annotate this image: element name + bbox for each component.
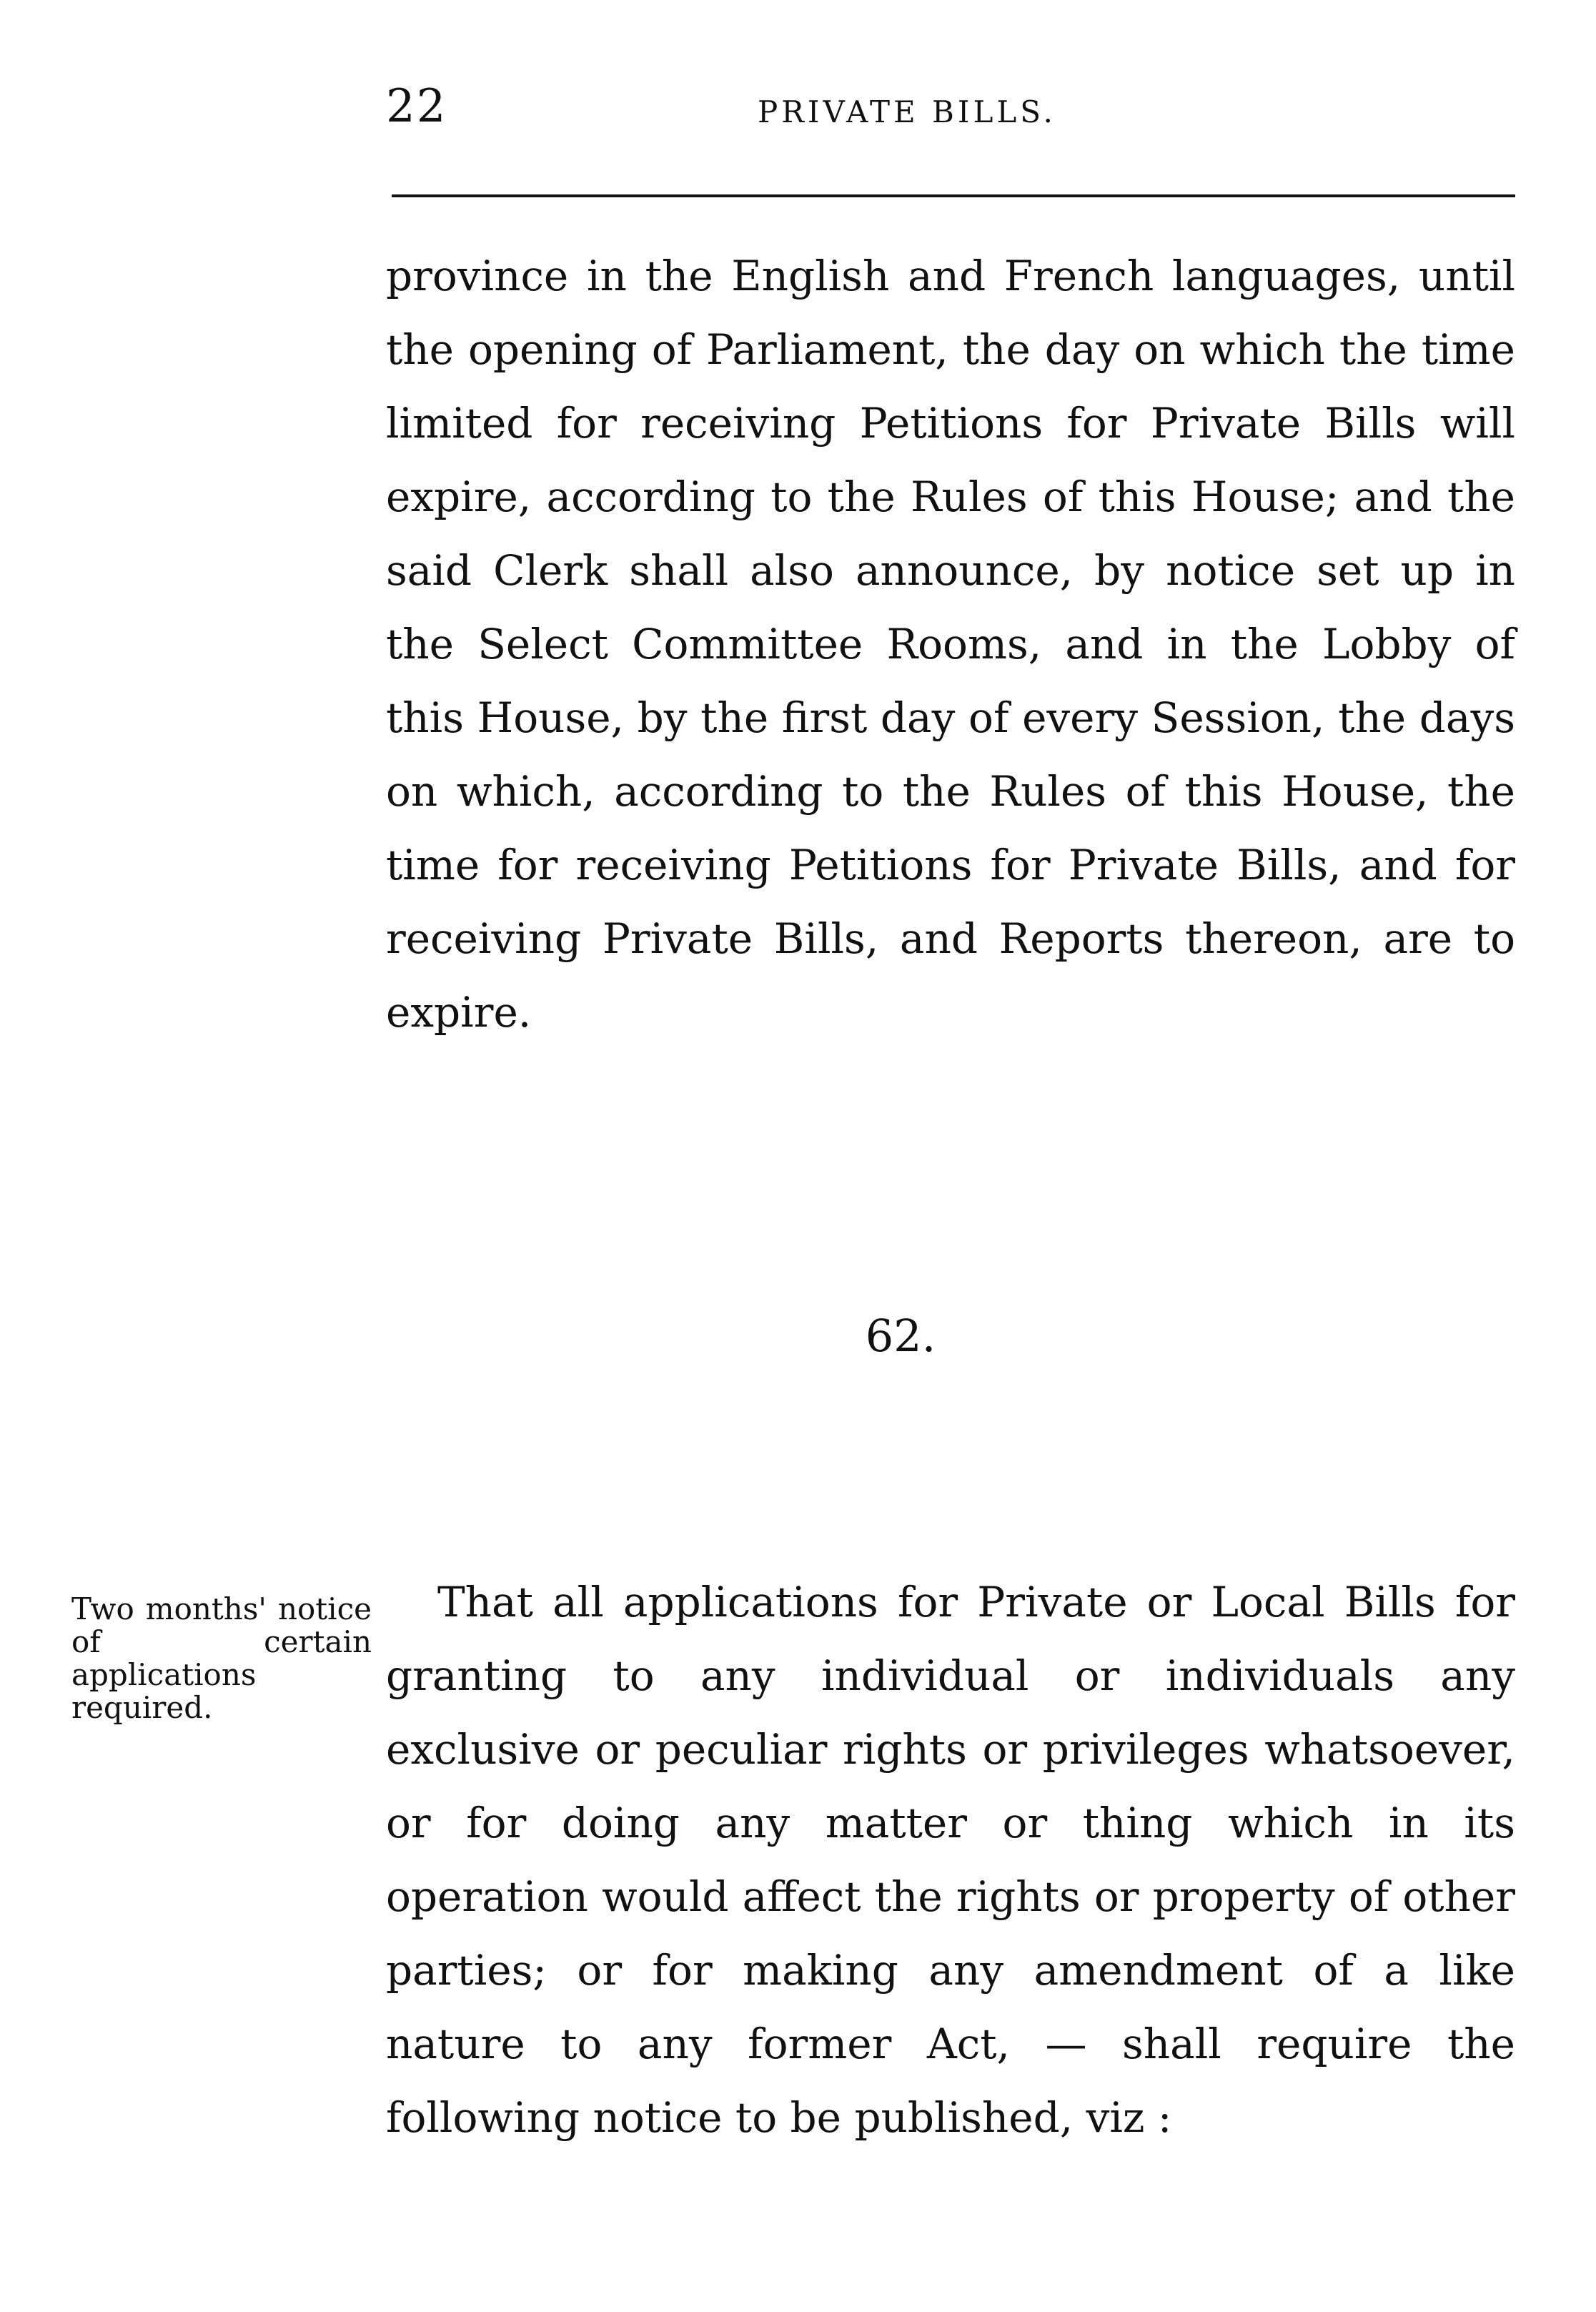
running-head-title: PRIVATE BILLS.	[758, 94, 1056, 129]
page-number: 22	[386, 80, 447, 133]
margin-note: Two months' notice of certain applications required.	[71, 1591, 372, 1725]
header-rule	[392, 194, 1515, 197]
section-number: 62.	[865, 1310, 936, 1362]
running-head	[386, 80, 1515, 144]
section-paragraph: That all applications for Private or Local Bills for granting to any individual or individuals any exclusive or peculiar rights or privileges whatsoever, or for doing any matter or thing which in its operation would affect the rights or property of other parties; or for making any amendment of a like nature to any former Act, — shall require the following notice to be published, viz :	[386, 1578, 1515, 2142]
continuation-paragraph: province in the English and French languages, until the opening of Parliament, the day on which the time limited for receiving Petitions for Private Bills will expire, according to the Rules of this House; and the said Clerk shall also announce, by notice set up in the Select Committee Rooms, and in the Lobby of this House, by the first day of every Session, the days on which, according to the Rules of this House, the time for receiving Petitions for Private Bills, and for receiving Private Bills, and Reports thereon, are to expire.	[386, 252, 1515, 1037]
